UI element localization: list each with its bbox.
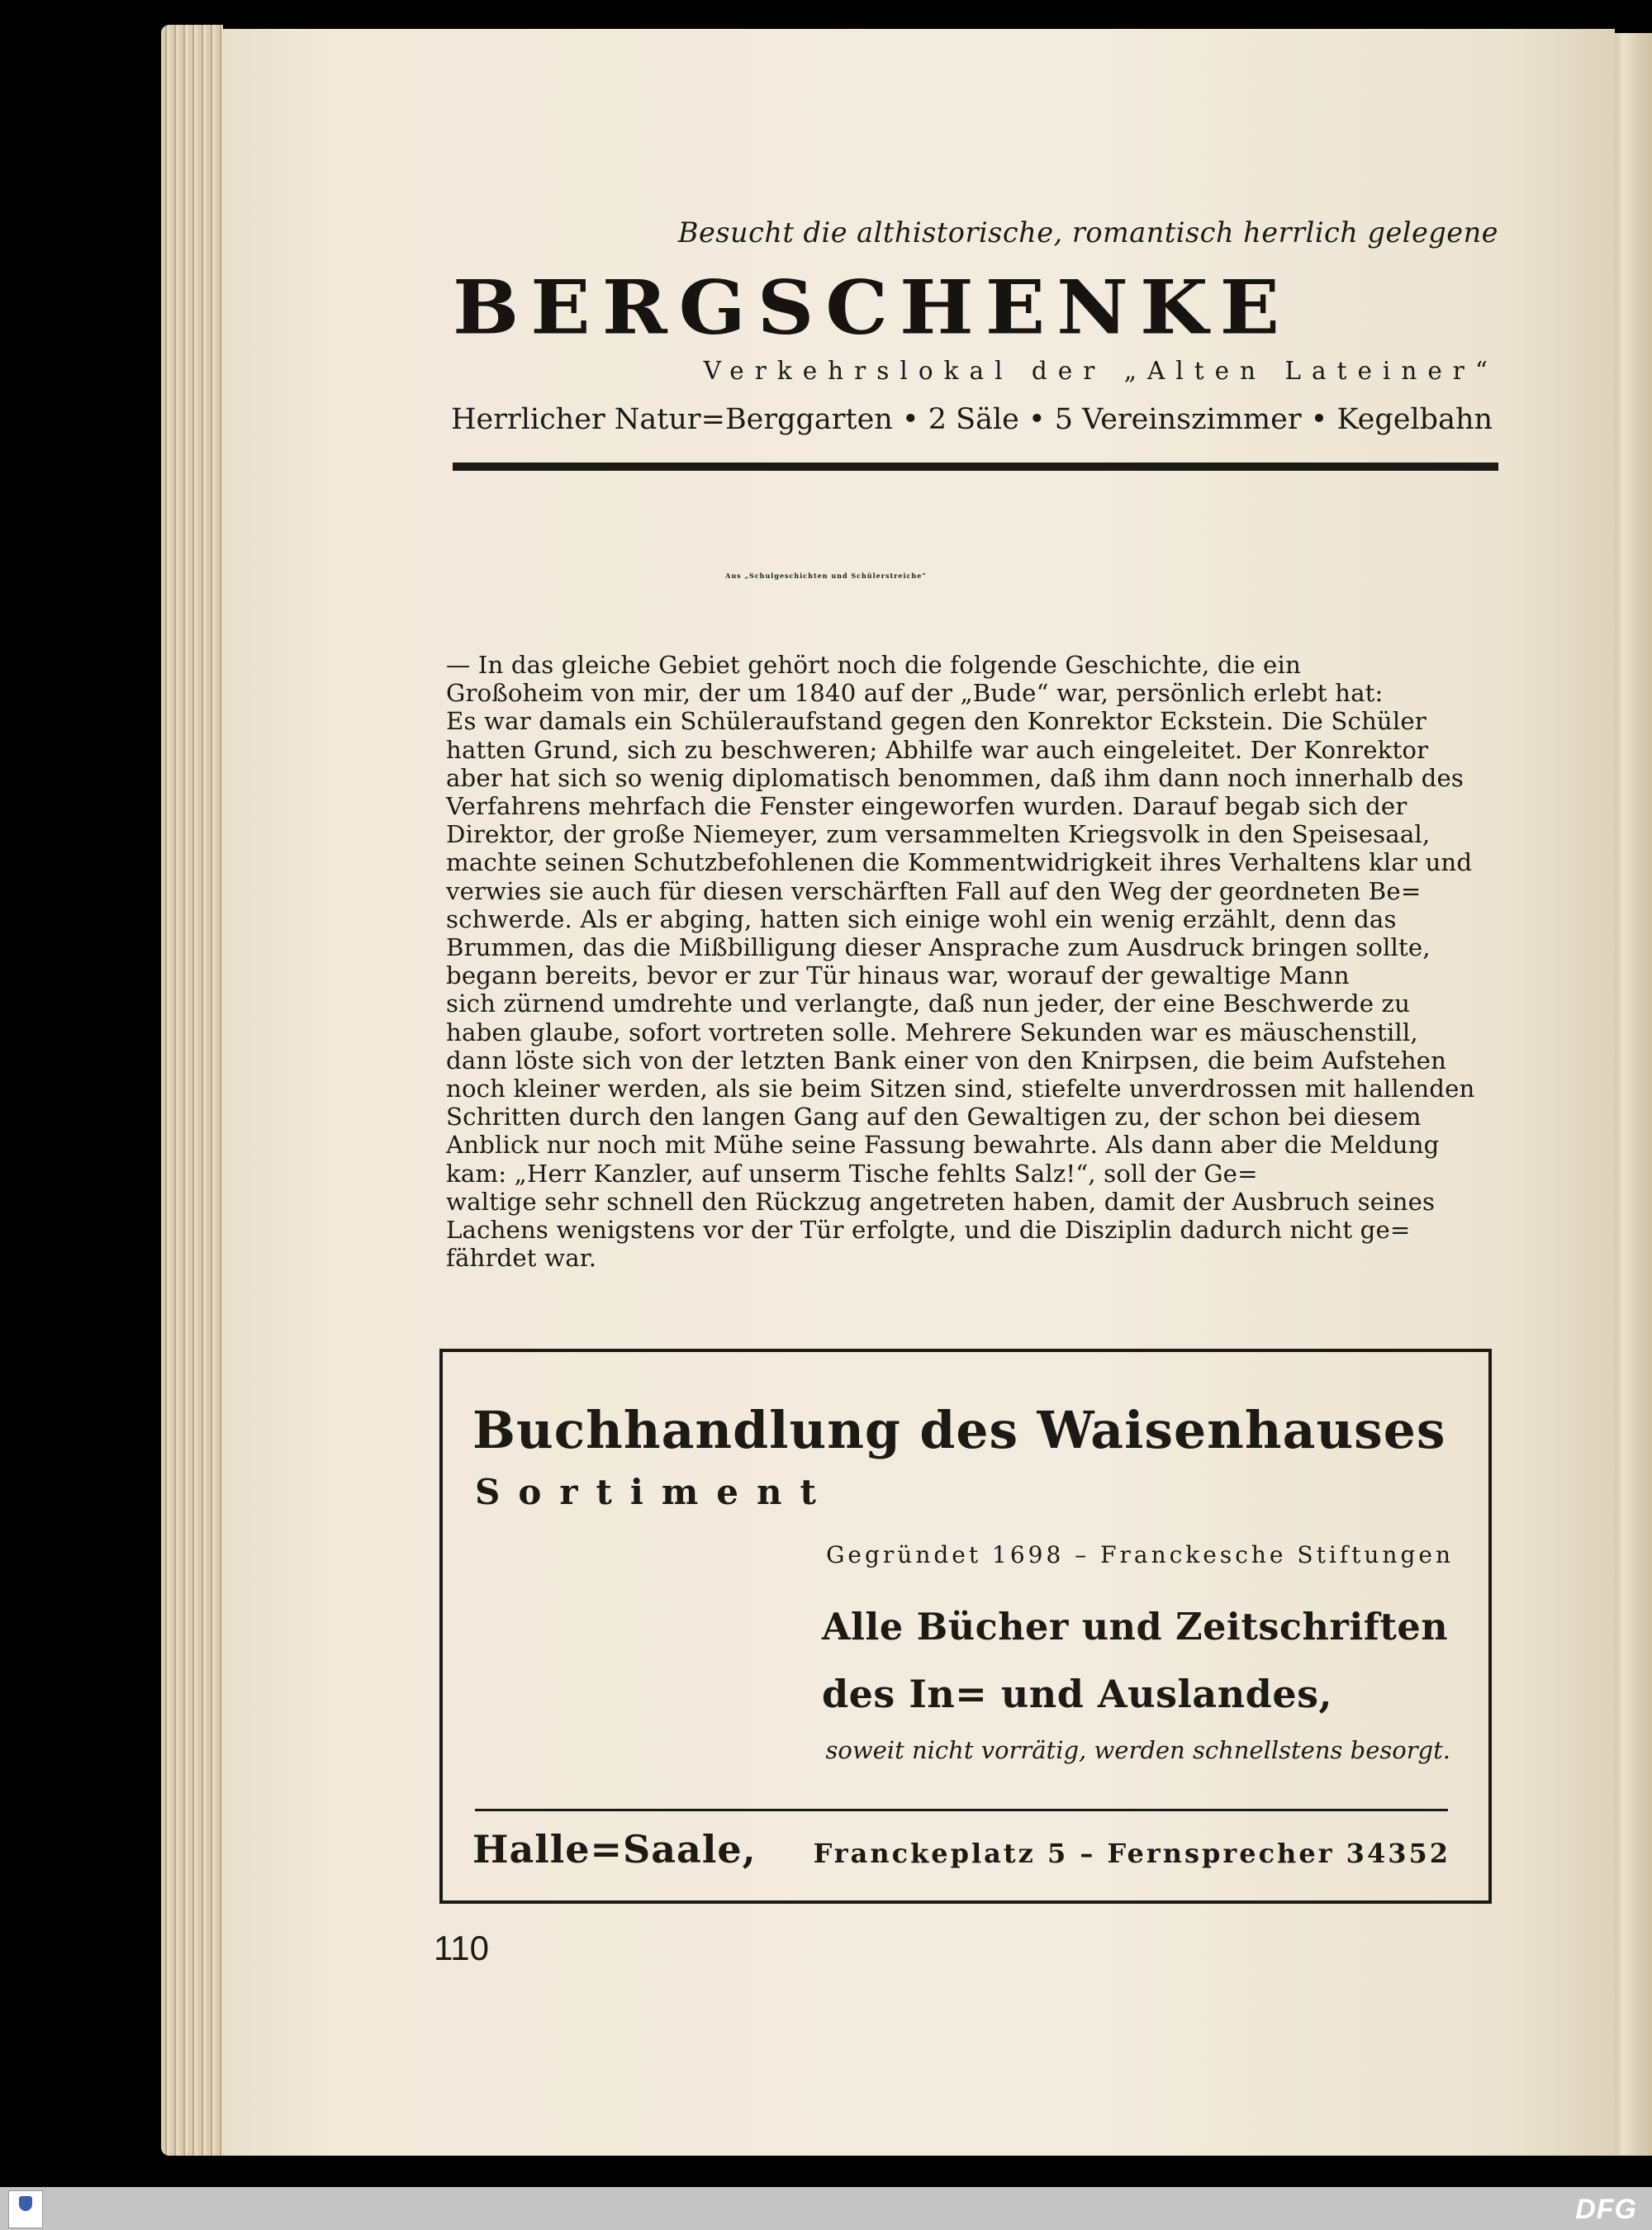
book-page-edges — [161, 25, 223, 2156]
dfg-logo[interactable]: DFG — [1575, 2194, 1637, 2225]
bergschenke-features: Herrlicher Natur=Berggarten • 2 Säle • 5 Vereinszimmer • Kegelbahn — [451, 403, 1493, 436]
article-body: — In das gleiche Gebiet gehört noch die folgende Geschichte, die ein Großoheim von mir, der um 1840 auf der „Bude“ war, persönlich erlebt hat: Es war damals ein Schüleraufstand gegen den Konrektor Eckstein. Die Schüler hatten Grund, sich zu beschweren; Abhilfe war auch eingeleitet. Der Konrektor aber hat sich so wenig diplomatisch benommen, daß ihm dann noch innerhalb des Verfahrens mehrfach die Fenster eingeworfen wurden. Darauf begab sich der Direktor, der große Niemeyer, zum versammelten Kriegsvolk in den Speisesaal, machte seinen Schutzbefohlenen die Kommentwidrigkeit ihres Verhaltens klar und verwies sie auch für diesen verschärften Fall auf den Weg der geordneten Be= schwerde. Als er abging, hatten sich einige wohl ein wenig erzählt, denn das Brummen, das die Mißbilligung dieser Ansprache zum Ausdruck bringen sollte, begann bereits, bevor er zur Tür hinaus war, worauf der gewaltige Mann sich zürnend umdrehte und verlangte, daß nun jeder, der eine Beschwerde zu haben glaube, sofort vortreten solle. Mehrere Sekunden war es mäuschenstill, dann löste sich von der letzten Bank einer von den Knirpsen, die beim Aufstehen noch kleiner werden, als sie beim Sitzen sind, stiefelte unverdrossen mit hallenden Schritten durch den langen Gang auf den Gewaltigen zu, der schon bei diesem Anblick nur noch mit Mühe seine Fassung bewahrte. Als dann aber die Meldung kam: „Herr Kanzler, auf unserm Tische fehlts Salz!“, soll der Ge= waltige sehr schnell den Rückzug angetreten haben, damit der Ausbruch seines Lachens wenigstens vor der Tür erfolgte, und die Disziplin dadurch nicht ge= fährdet war. — [446, 651, 1475, 1273]
viewer-footer — [0, 2187, 1652, 2230]
buchhandlung-line3: soweit nicht vorrätig, werden schnellstens besorgt. — [825, 1736, 1450, 1764]
bergschenke-rule — [453, 463, 1498, 471]
library-logo-icon[interactable] — [8, 2190, 43, 2228]
buchhandlung-line2: des In= und Auslandes, — [822, 1672, 1333, 1716]
bergschenke-title: BERGSCHENKE — [453, 263, 1291, 352]
article-title: Aus „Schulgeschichten und Schülerstreiche“ — [725, 572, 927, 580]
buchhandlung-address: Franckeplatz 5 – Fernsprecher 34352 — [813, 1838, 1450, 1869]
buchhandlung-rule — [475, 1809, 1448, 1811]
buchhandlung-founded: Gegründet 1698 – Franckesche Stiftungen — [826, 1541, 1454, 1568]
bergschenke-intro: Besucht die althistorische, romantisch herrlich gelegene — [677, 216, 1498, 249]
bergschenke-subtitle: Verkehrslokal der „Alten Lateiner“ — [703, 357, 1498, 385]
buchhandlung-subtitle: Sortiment — [475, 1472, 834, 1512]
buchhandlung-city: Halle=Saale, — [472, 1827, 757, 1872]
buchhandlung-title: Buchhandlung des Waisenhauses — [472, 1400, 1446, 1460]
buchhandlung-line1: Alle Bücher und Zeitschriften — [822, 1606, 1449, 1649]
page-number: 110 — [434, 1929, 489, 1967]
book-page-edges-right — [1611, 33, 1652, 2156]
